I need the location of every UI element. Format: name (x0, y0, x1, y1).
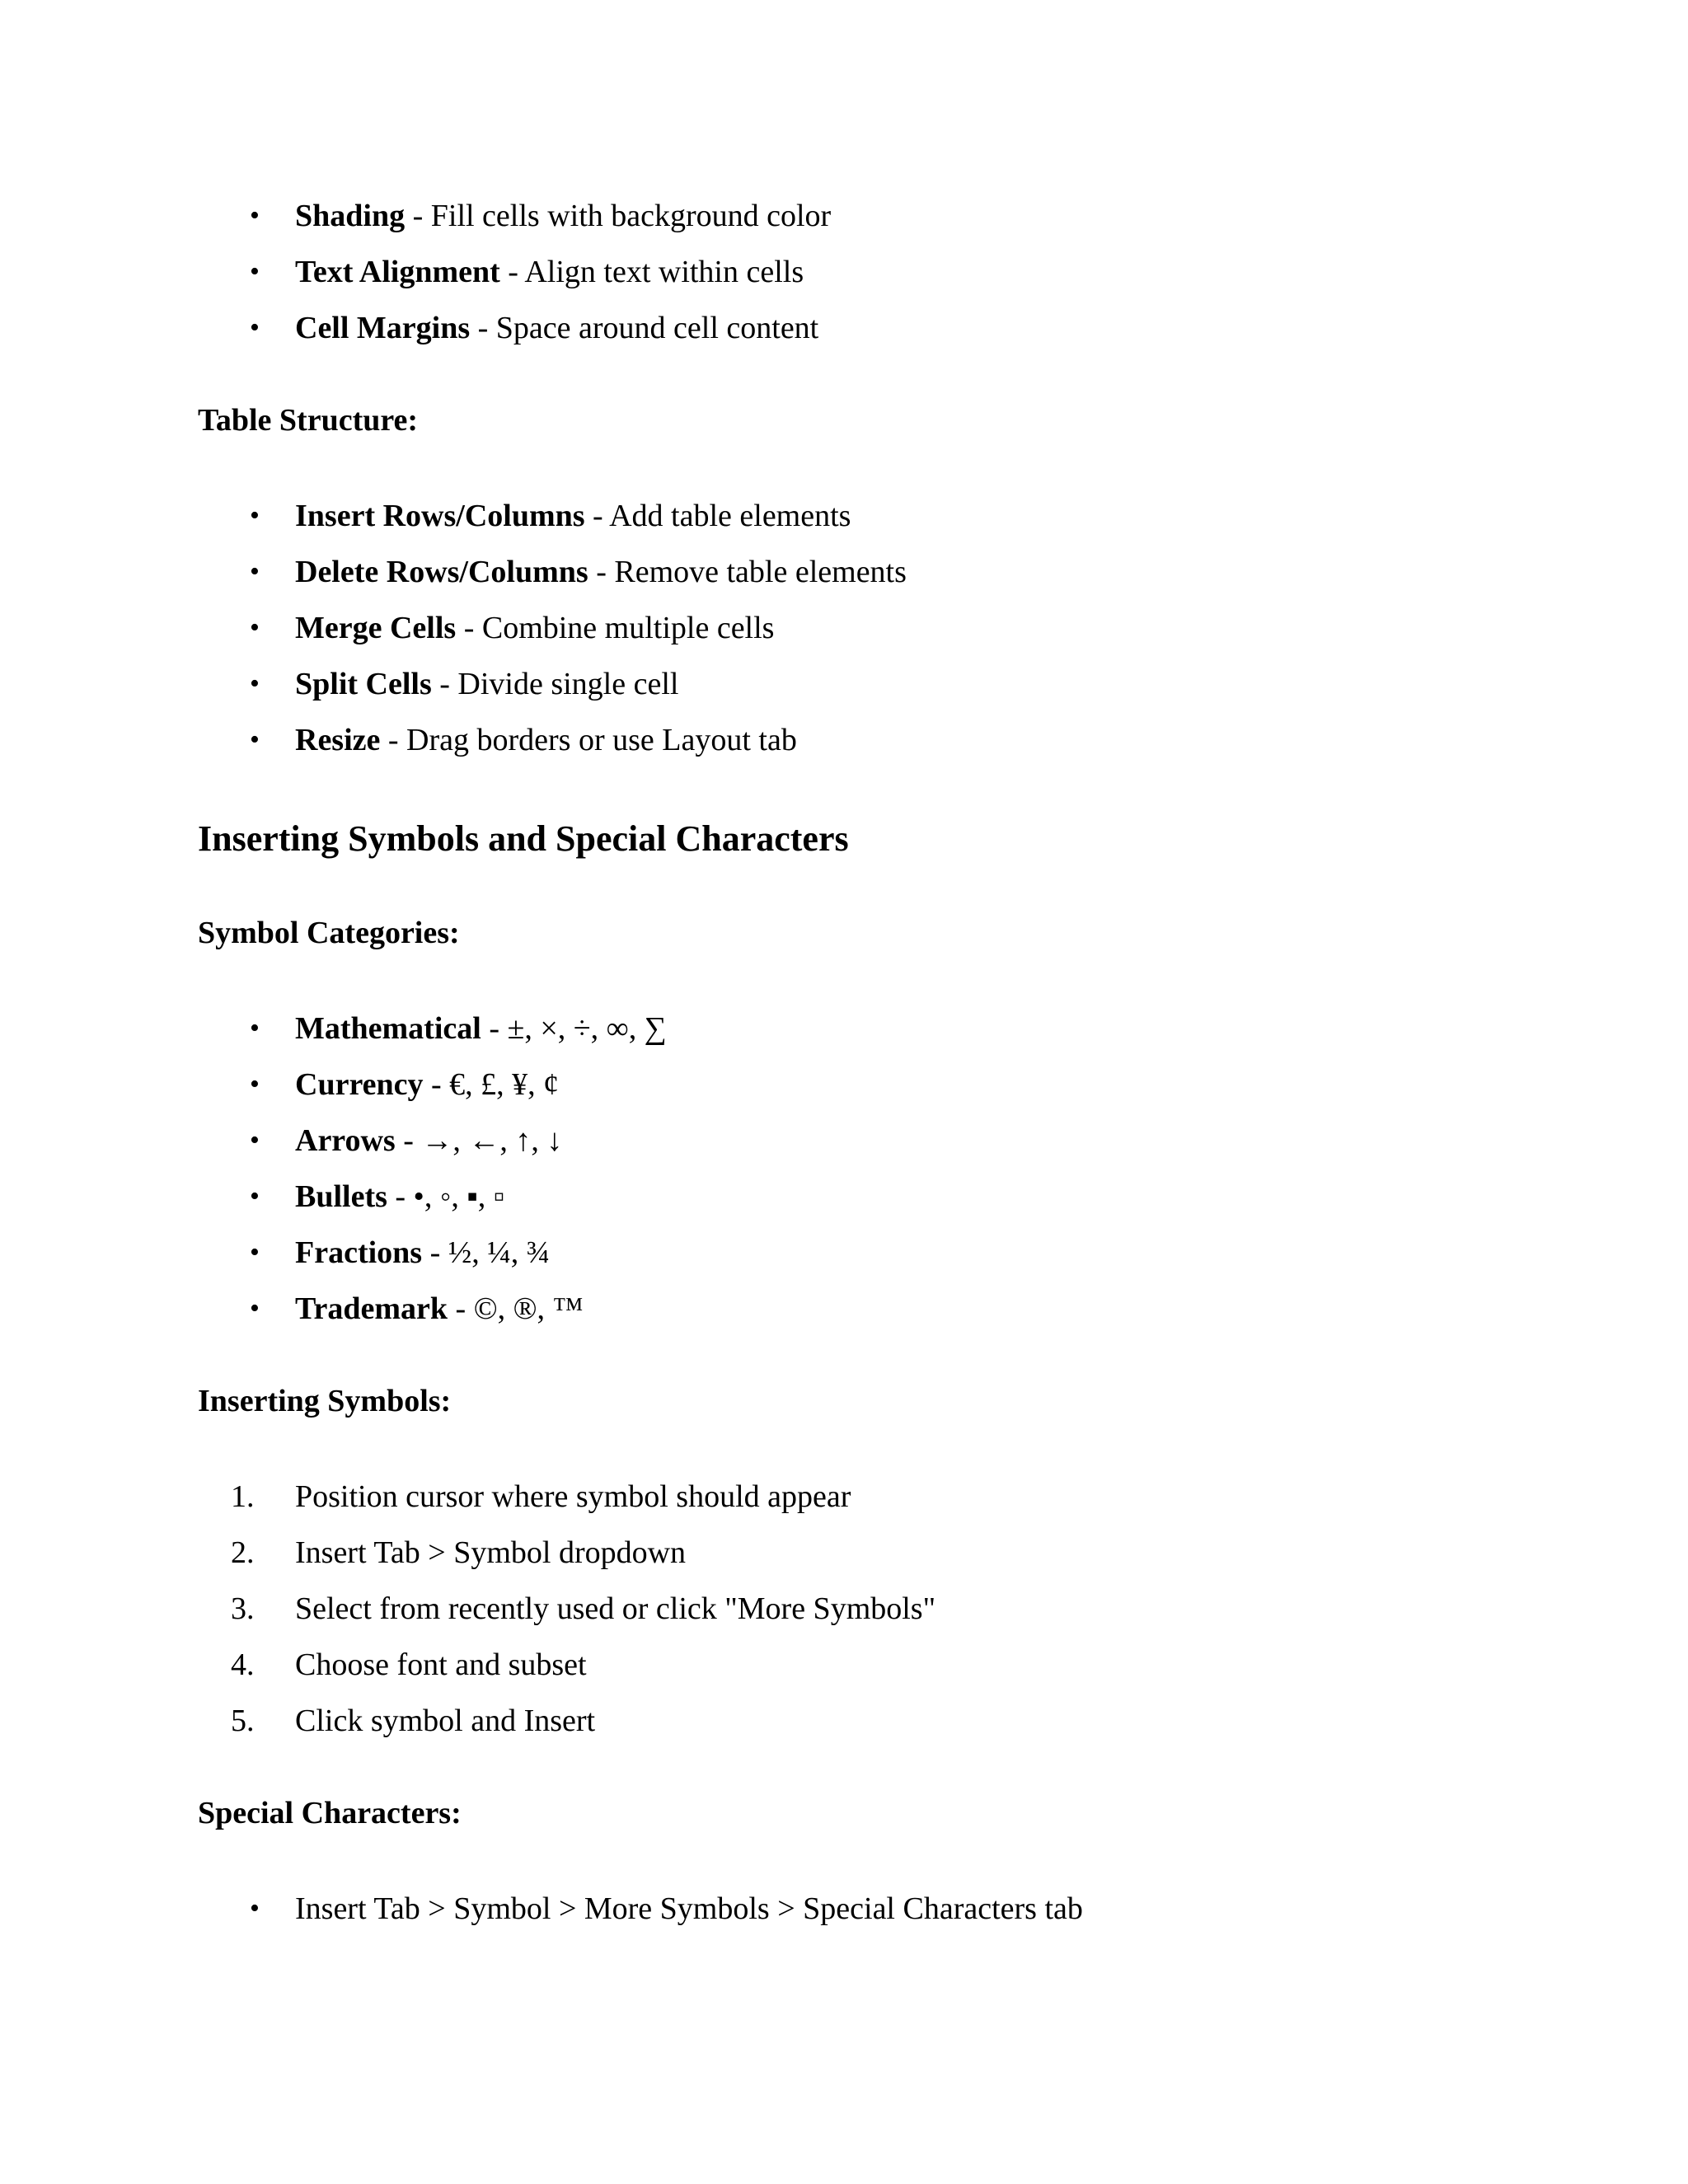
section-title: Inserting Symbols and Special Characters (198, 818, 849, 859)
list-item-term: Merge Cells (295, 611, 457, 645)
list-item-term: Arrows (295, 1123, 396, 1158)
list-item (198, 1225, 1517, 1281)
list-item (198, 1281, 1517, 1337)
list-item-term: Text Alignment (295, 255, 500, 289)
symbol-categories-list (198, 1001, 1517, 1337)
list-item-desc: - Space around cell content (470, 311, 819, 345)
list-item-desc: - ±, ×, ÷, ∞, ∑ (481, 1011, 667, 1046)
list-item-term: Mathematical (295, 1011, 481, 1046)
list-item (198, 1881, 1517, 1937)
list-item (198, 488, 1517, 544)
table-structure-list (198, 488, 1517, 768)
bullet-icon: • (250, 500, 260, 531)
step-text: Select from recently used or click "More Symbols" (295, 1591, 936, 1626)
list-item-desc: - Fill cells with background color (405, 199, 832, 233)
cell-formatting-list (198, 188, 1517, 356)
inserting-symbols-heading: Inserting Symbols: (198, 1384, 452, 1418)
list-item (198, 712, 1517, 768)
list-item (198, 1637, 1517, 1693)
step-number: 2. (231, 1535, 255, 1570)
step-text: Click symbol and Insert (295, 1704, 596, 1738)
list-item-term: Insert Rows/Columns (295, 499, 585, 533)
list-item (198, 544, 1517, 600)
bullet-icon: • (250, 1013, 260, 1043)
bullet-icon: • (250, 668, 260, 699)
special-characters-heading: Special Characters: (198, 1796, 462, 1830)
list-item-term: Resize (295, 723, 381, 757)
list-item-term: Fractions (295, 1235, 423, 1270)
list-item-desc: - Divide single cell (431, 667, 679, 701)
list-item-term: Shading (295, 199, 406, 233)
list-item-desc: - •, ◦, ▪, ▫ (387, 1179, 505, 1214)
bullet-icon: • (250, 724, 260, 755)
list-item-desc: - ½, ¼, ¾ (422, 1235, 551, 1270)
step-text: Position cursor where symbol should appear (295, 1479, 851, 1514)
step-number: 3. (231, 1591, 255, 1626)
document-content (198, 188, 1517, 1937)
list-item-term: Bullets (295, 1179, 387, 1214)
list-item (198, 1581, 1517, 1637)
list-item (198, 1001, 1517, 1057)
list-item (198, 300, 1517, 356)
list-item (198, 600, 1517, 656)
list-item (198, 1693, 1517, 1749)
list-item-desc: - Drag borders or use Layout tab (380, 723, 797, 757)
bullet-icon: • (250, 1181, 260, 1212)
special-characters-list (198, 1881, 1517, 1937)
list-item-term: Trademark (295, 1291, 448, 1326)
list-item-text: Insert Tab > Symbol > More Symbols > Special Characters tab (295, 1891, 1083, 1926)
list-item-desc: - Remove table elements (588, 555, 907, 589)
list-item-desc: - Combine multiple cells (456, 611, 775, 645)
list-item-term: Currency (295, 1067, 424, 1102)
bullet-icon: • (250, 1293, 260, 1324)
list-item (198, 1525, 1517, 1581)
list-item-desc: - ©, ®, ™ (448, 1291, 584, 1326)
list-item-term: Cell Margins (295, 311, 471, 345)
symbol-categories-heading: Symbol Categories: (198, 916, 460, 950)
table-structure-heading: Table Structure: (198, 403, 419, 438)
inserting-symbols-steps (198, 1469, 1517, 1749)
bullet-icon: • (250, 1237, 260, 1268)
bullet-icon: • (250, 312, 260, 343)
bullet-icon: • (250, 256, 260, 287)
list-item-term: Delete Rows/Columns (295, 555, 588, 589)
list-item (198, 188, 1517, 244)
step-text: Insert Tab > Symbol dropdown (295, 1535, 687, 1570)
list-item-desc: - →, ←, ↑, ↓ (395, 1123, 563, 1158)
list-item (198, 656, 1517, 712)
list-item-desc: - Add table elements (584, 499, 851, 533)
list-item-term: Split Cells (295, 667, 432, 701)
list-item (198, 1469, 1517, 1525)
bullet-icon: • (250, 556, 260, 587)
bullet-icon: • (250, 200, 260, 231)
step-number: 4. (231, 1647, 255, 1682)
step-number: 5. (231, 1704, 255, 1738)
list-item (198, 1113, 1517, 1169)
bullet-icon: • (250, 1893, 260, 1924)
bullet-icon: • (250, 1069, 260, 1099)
list-item-desc: - Align text within cells (499, 255, 804, 289)
list-item (198, 1169, 1517, 1225)
step-number: 1. (231, 1479, 255, 1514)
list-item-desc: - €, £, ¥, ¢ (423, 1067, 560, 1102)
bullet-icon: • (250, 1125, 260, 1155)
list-item (198, 244, 1517, 300)
step-text: Choose font and subset (295, 1647, 587, 1682)
list-item (198, 1057, 1517, 1113)
bullet-icon: • (250, 612, 260, 643)
